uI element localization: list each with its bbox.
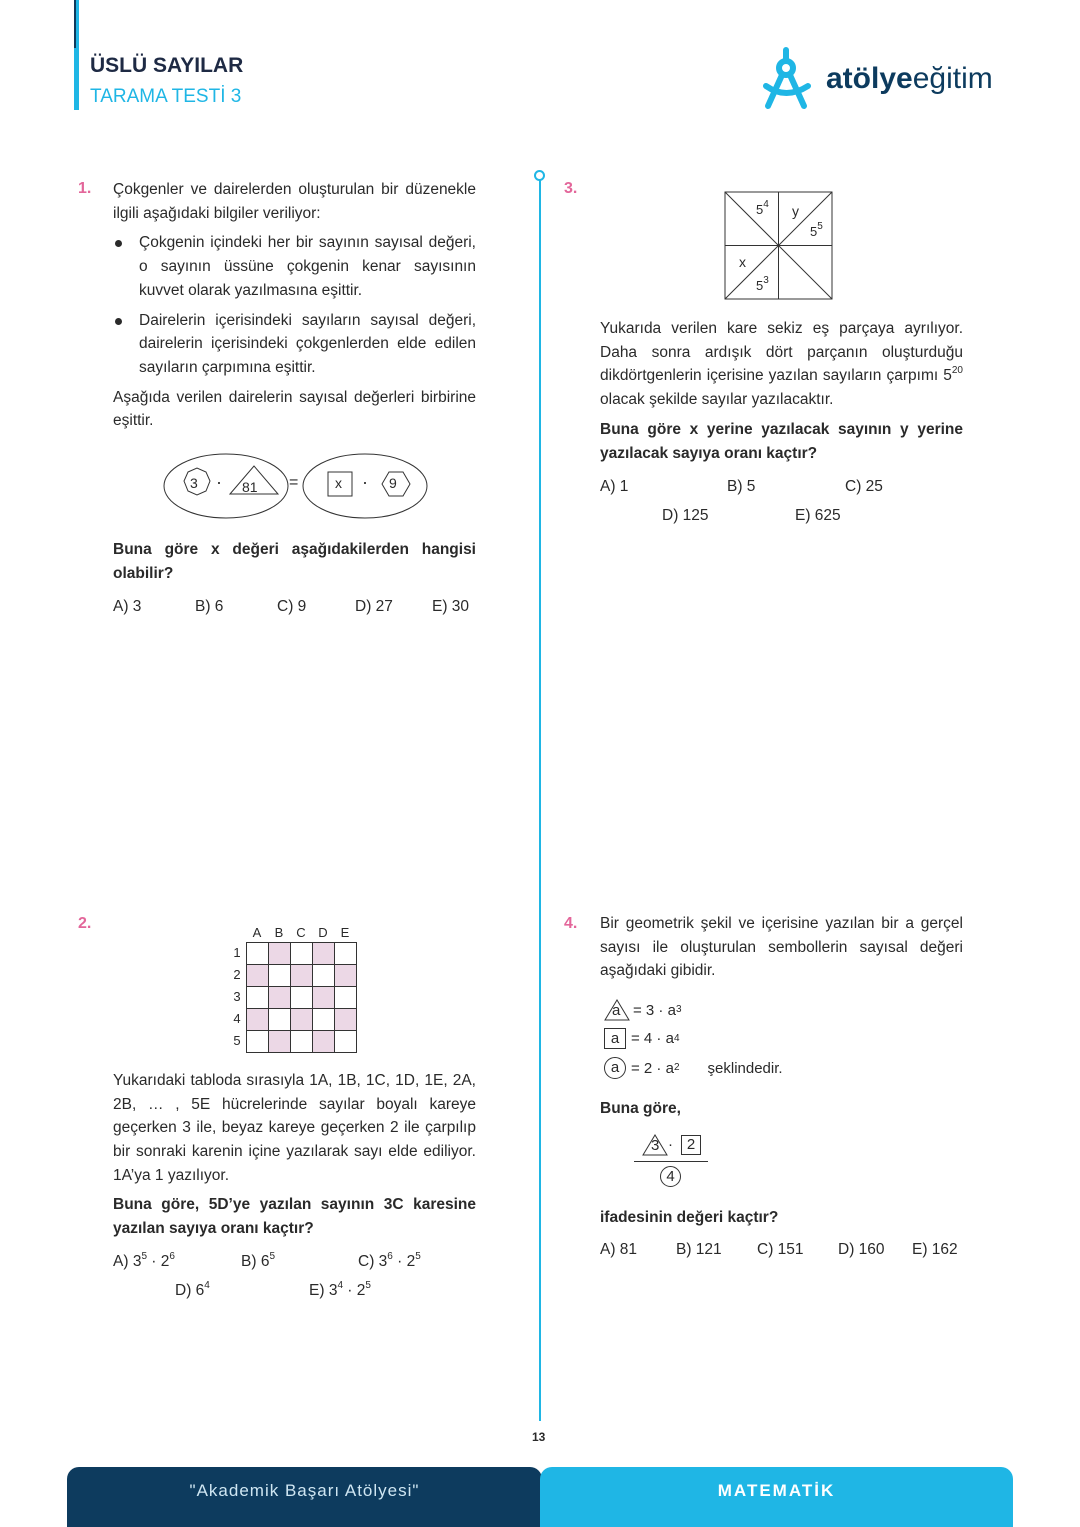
q1-option-b[interactable]: B) 6 — [195, 598, 224, 615]
q1-bullet: Çokgenin içindeki her bir sayının sayısal değeri, o sayının üssüne çokgenin kenar sayısının kuvvet olarak yazılmasına eşittir. — [113, 231, 476, 302]
q2-question: Buna göre, 5D’ye yazılan sayının 3C karesine yazılan sayıya oranı kaçtır? — [113, 1196, 476, 1237]
def-triangle: a = 3 · a 3 — [604, 999, 682, 1021]
q3-option-e[interactable]: E) 625 — [795, 507, 841, 524]
q3-text: Yukarıda verilen kare sekiz eş parçaya ayrılıyor. Daha sonra ardışık dört parçanın oluşturduğu dikdörtgenlerin içerisine yazılan sayıların çarpımı $5^{20}$ olacak şekilde sayılar yazılacaktır. — [600, 320, 963, 409]
cell-5-3: $5^3$ — [756, 275, 769, 293]
grid-cell — [291, 943, 313, 965]
footer-left — [67, 1467, 542, 1527]
grid-cell — [269, 965, 291, 987]
cell-5-4: $5^4$ — [756, 199, 769, 217]
grid-cell — [335, 1009, 357, 1031]
q1-figure — [160, 448, 440, 528]
cell-5-5: $5^5$ — [810, 221, 823, 239]
q4-option-b[interactable]: B) 121 — [676, 1241, 722, 1258]
q2-option-e[interactable]: E) $3^4 \cdot 2^5$ — [309, 1280, 371, 1299]
q2-option-d[interactable]: D) $6^4$ — [175, 1280, 210, 1299]
q4-option-a[interactable]: A) 81 — [600, 1241, 638, 1258]
grid-row-label: 3 — [233, 989, 241, 1004]
page-title: ÜSLÜ SAYILAR — [90, 54, 244, 77]
grid-row-label: 1 — [233, 945, 241, 960]
grid-cell — [247, 943, 269, 965]
grid-col-label: E — [340, 925, 350, 940]
grid-cell — [269, 987, 291, 1009]
q2-option-a[interactable]: A) $3^5 \cdot 2^6$ — [113, 1251, 175, 1270]
q3-option-a[interactable]: A) 1 — [600, 478, 629, 495]
divider-knob — [534, 170, 545, 181]
grid-cell — [313, 965, 335, 987]
grid-cell — [269, 1031, 291, 1053]
question-number: 3. — [564, 180, 578, 197]
column-divider — [539, 176, 541, 1421]
hexagon-value: 9 — [389, 475, 397, 491]
grid-col-label: C — [296, 925, 306, 940]
grid-col-label: D — [318, 925, 328, 940]
grid-cell — [335, 965, 357, 987]
dot: · — [362, 472, 368, 492]
q1-bullet: Dairelerin içerisindeki sayıların sayısal değeri, dairelerin içerisindeki çokgenlerden elde edilen sayıların çarpımına eşittir. — [113, 309, 476, 380]
grid-cell — [313, 1031, 335, 1053]
q1-body — [113, 178, 476, 433]
equals: = — [289, 474, 299, 491]
grid-cell — [291, 1009, 313, 1031]
grid-row-label: 5 — [233, 1033, 241, 1048]
grid-cell — [247, 1009, 269, 1031]
page-number: 13 — [532, 1430, 546, 1444]
grid-cell — [291, 965, 313, 987]
q2-text: Yukarıdaki tabloda sırasıyla 1A, 1B, 1C, 1D, 1E, 2A, 2B, … , 5E hücrelerinde sayılar boyalı kareye geçerken 3 ile, beyaz kareye geçerken 2 ile çarpılıp bir sonraki karenin içine yazılarak sayı elde ediliyor. 1A’ya 1 yazılıyor. — [113, 1072, 476, 1184]
q4-question: ifadesinin değeri kaçtır? — [600, 1209, 779, 1226]
grid-cell — [313, 987, 335, 1009]
footer-right — [540, 1467, 1013, 1527]
q3-option-b[interactable]: B) 5 — [727, 478, 756, 495]
q1-intro: Çokgenler ve dairelerden oluşturulan bir düzenekle ilgili aşağıdaki bilgiler veriliyor: — [113, 181, 476, 222]
q2-option-b[interactable]: B) $6^5$ — [241, 1251, 275, 1270]
grid-cell — [313, 943, 335, 965]
page-subtitle: TARAMA TESTİ 3 — [90, 86, 242, 107]
q3-option-d[interactable]: D) 125 — [662, 507, 709, 524]
square-value: x — [335, 475, 342, 491]
def-square: a = 4 · a 4 — [604, 1028, 680, 1049]
grid-col-label: B — [274, 925, 284, 940]
octagon-value: 3 — [190, 475, 198, 491]
q2-option-c[interactable]: C) $3^6 \cdot 2^5$ — [358, 1251, 421, 1270]
q1-text: Aşağıda verilen dairelerin sayısal değerleri birbirine eşittir. — [113, 388, 476, 430]
cell-x: x — [739, 254, 746, 270]
q1-option-d[interactable]: D) 27 — [355, 598, 393, 615]
grid-cell — [269, 1009, 291, 1031]
q3-option-c[interactable]: C) 25 — [845, 478, 883, 495]
grid-cell — [247, 965, 269, 987]
dot: · — [216, 472, 222, 492]
logo — [762, 46, 993, 112]
footer-slogan: "Akademik Başarı Atölyesi" — [189, 1481, 420, 1500]
grid-cell — [291, 1031, 313, 1053]
question-number: 2. — [78, 915, 92, 932]
logo-bold: atölye — [826, 62, 913, 95]
footer-subject: MATEMATİK — [717, 1481, 836, 1500]
q4-option-c[interactable]: C) 151 — [757, 1241, 804, 1258]
grid-cell — [247, 987, 269, 1009]
compass-logo-icon — [762, 46, 822, 112]
cell-y: y — [792, 203, 799, 219]
def-circle: a = 2 · a 2 şeklindedir. — [604, 1057, 783, 1079]
grid-cell — [291, 987, 313, 1009]
logo-light: eğitim — [912, 62, 993, 95]
q4-lead: Buna göre, — [600, 1100, 681, 1117]
q1-option-a[interactable]: A) 3 — [113, 598, 142, 615]
q1-option-e[interactable]: E) 30 — [432, 598, 470, 615]
triangle-symbol: a — [604, 999, 630, 1021]
q4-option-e[interactable]: E) 162 — [912, 1241, 958, 1258]
q4-intro: Bir geometrik şekil ve içerisine yazılan bir a gerçel sayısı ile oluşturulan sembollerin sayısal değeri aşağıdaki gibidir. — [600, 915, 963, 980]
q4-option-d[interactable]: D) 160 — [838, 1241, 885, 1258]
square-symbol: a — [604, 1028, 626, 1049]
circle-symbol: a — [604, 1057, 626, 1079]
grid-row-label: 2 — [233, 967, 241, 982]
q1-question: Buna göre x değeri aşağıdakilerden hangisi olabilir? — [113, 541, 476, 582]
header-bar-dark — [74, 0, 76, 48]
q4-expression: 3 · 2 4 — [634, 1134, 708, 1190]
grid-cell — [335, 987, 357, 1009]
q3-square-figure — [724, 191, 834, 301]
grid-cell — [313, 1009, 335, 1031]
grid-col-label: A — [252, 925, 262, 940]
question-number: 1. — [78, 180, 92, 197]
q3-question: Buna göre x yerine yazılacak sayının y yerine yazılacak sayıya oranı kaçtır? — [600, 421, 963, 462]
triangle-value: 81 — [242, 479, 258, 495]
grid-cell — [335, 943, 357, 965]
question-number: 4. — [564, 915, 578, 932]
q1-option-c[interactable]: C) 9 — [277, 598, 307, 615]
grid-cell — [247, 1031, 269, 1053]
grid-cell — [269, 943, 291, 965]
q2-grid — [230, 925, 360, 1055]
grid-cell — [335, 1031, 357, 1053]
grid-row-label: 4 — [233, 1011, 241, 1026]
